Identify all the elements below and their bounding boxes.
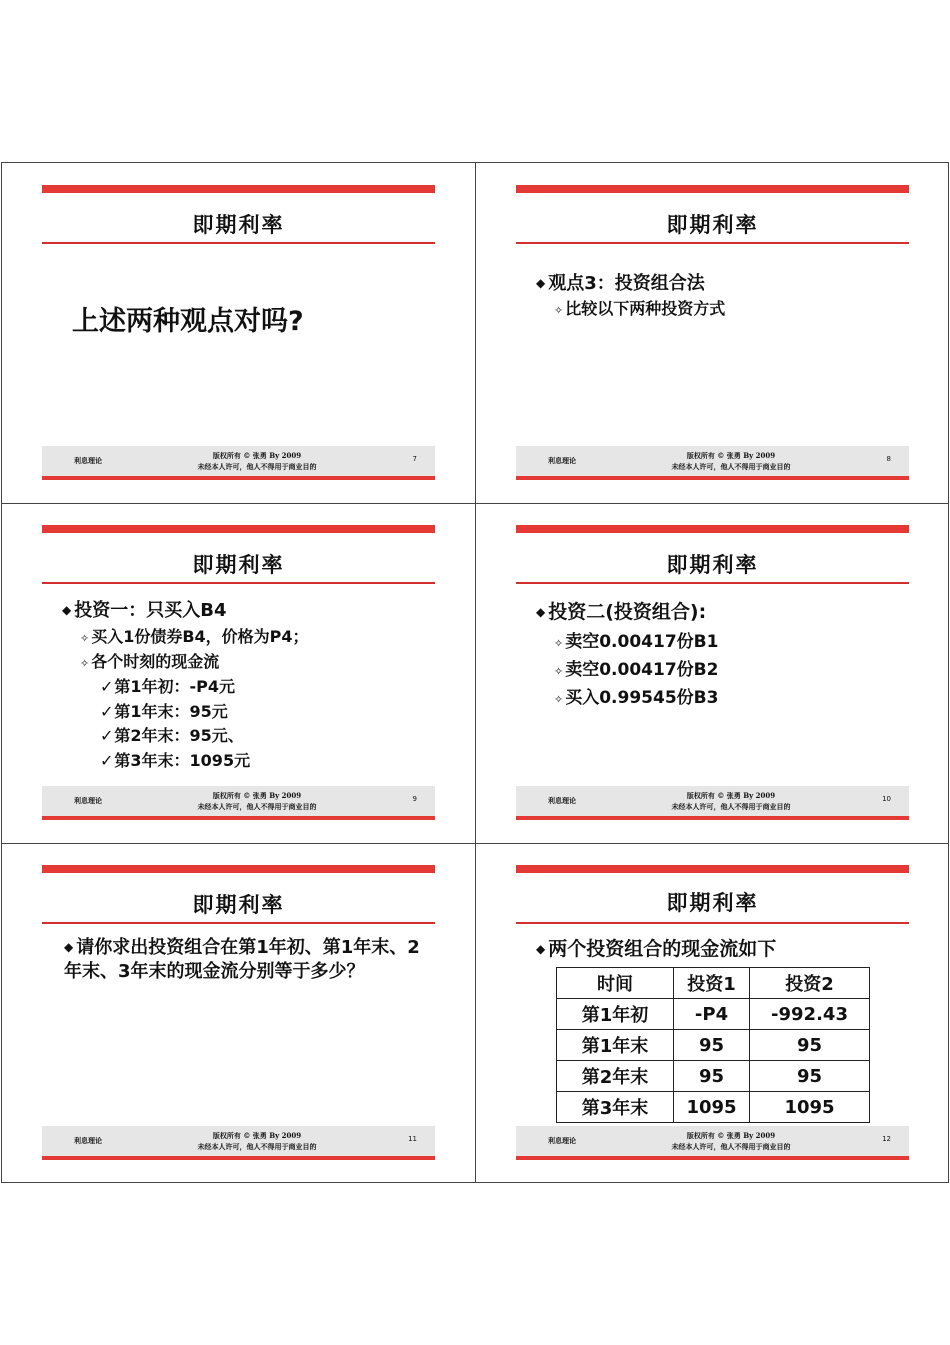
diamond-bullet-icon: ◆ [536, 276, 546, 290]
title-rule [42, 242, 435, 244]
table-cell: 95 [750, 1030, 870, 1061]
sub-bullet-text: 买入0.99545份B3 [565, 688, 719, 708]
slide-title: 即期利率 [192, 552, 285, 577]
bullet-text: 两个投资组合的现金流如下 [548, 938, 777, 960]
check-icon: ✓ [100, 702, 114, 721]
table-cell: 1095 [674, 1092, 750, 1123]
table-row [557, 1061, 870, 1092]
license-line: 未经本人许可，他人不得用于商业目的 [671, 1142, 791, 1151]
table-cell: -992.43 [750, 999, 870, 1030]
slide-title: 即期利率 [192, 212, 285, 237]
table-cell: 第1年初 [557, 999, 674, 1030]
sub-bullet-icon: ✧ [80, 632, 90, 645]
sub-bullet-text: 各个时刻的现金流 [91, 652, 220, 671]
table-row [557, 1092, 870, 1123]
slide-top-bar [42, 865, 435, 873]
footer-course: 利息理论 [548, 796, 576, 805]
slide-9 [2, 503, 475, 843]
slide-8 [476, 163, 949, 503]
footer-copyright [172, 450, 342, 472]
page-number: 9 [412, 795, 417, 803]
slide-footer [516, 786, 909, 816]
slide-title: 即期利率 [192, 892, 285, 917]
slide-question: 上述两种观点对吗? [72, 306, 304, 337]
table-cell: 1095 [750, 1092, 870, 1123]
sub-bullet-icon: ✧ [554, 693, 564, 706]
slide-title: 即期利率 [666, 890, 759, 915]
table-header-cell: 投资1 [674, 968, 750, 999]
page-number: 8 [886, 455, 891, 463]
diamond-bullet-icon: ◆ [536, 605, 546, 619]
bullet-text: 投资一：只买入B4 [74, 600, 227, 621]
footer-course: 利息理论 [74, 456, 102, 465]
sub-bullet-item [80, 624, 309, 647]
slide-bottom-bar [516, 1156, 909, 1160]
check-text: 第3年末：1095元 [114, 751, 251, 770]
sub-bullet-icon: ✧ [554, 304, 564, 317]
question-paragraph [64, 935, 424, 984]
sub-bullet-text: 卖空0.00417份B1 [565, 632, 719, 652]
table-cell: 95 [750, 1061, 870, 1092]
page-number: 12 [882, 1135, 891, 1143]
bullet-text: 观点3：投资组合法 [548, 273, 705, 294]
paragraph-text: 请你求出投资组合在第1年初、第1年末、2年末、3年末的现金流分别等于多少？ [64, 937, 420, 982]
check-item [100, 748, 250, 771]
table-header-cell: 时间 [557, 968, 674, 999]
table-header-cell: 投资2 [750, 968, 870, 999]
table-cell: 第3年末 [557, 1092, 674, 1123]
table-cell: 95 [674, 1061, 750, 1092]
check-icon: ✓ [100, 677, 114, 696]
bullet-item [536, 269, 705, 295]
check-text: 第1年末：95元 [114, 702, 228, 721]
page-number: 7 [412, 455, 417, 463]
handout-sheet [1, 162, 949, 1183]
copyright-line: 版权所有 © 张勇 By 2009 [686, 451, 776, 460]
diamond-bullet-icon: ◆ [536, 942, 546, 956]
sub-bullet-item [554, 627, 718, 652]
license-line: 未经本人许可，他人不得用于商业目的 [197, 462, 317, 471]
bullet-item [536, 597, 706, 624]
slide-top-bar [516, 185, 909, 193]
slide-12 [476, 843, 949, 1183]
license-line: 未经本人许可，他人不得用于商业目的 [197, 802, 317, 811]
slide-7 [2, 163, 475, 503]
sub-bullet-icon: ✧ [80, 657, 90, 670]
sub-bullet-text: 卖空0.00417份B2 [565, 660, 719, 680]
footer-copyright [646, 450, 816, 472]
footer-copyright [646, 790, 816, 812]
sub-bullet-item [554, 296, 725, 319]
slide-11 [2, 843, 475, 1183]
slide-bottom-bar [516, 816, 909, 820]
slide-top-bar [516, 865, 909, 873]
footer-course: 利息理论 [74, 796, 102, 805]
license-line: 未经本人许可，他人不得用于商业目的 [671, 462, 791, 471]
footer-course: 利息理论 [548, 1136, 576, 1145]
bullet-item [536, 934, 776, 961]
slide-title: 即期利率 [666, 212, 759, 237]
check-item [100, 699, 228, 722]
diamond-bullet-icon: ◆ [64, 940, 74, 954]
slide-bottom-bar [42, 476, 435, 480]
title-rule [516, 242, 909, 244]
slide-footer [42, 446, 435, 476]
copyright-line: 版权所有 © 张勇 By 2009 [686, 1131, 776, 1140]
table-cell: 第1年末 [557, 1030, 674, 1061]
slide-top-bar [42, 185, 435, 193]
check-icon: ✓ [100, 726, 114, 745]
title-rule [42, 582, 435, 584]
slide-top-bar [42, 525, 435, 533]
copyright-line: 版权所有 © 张勇 By 2009 [212, 791, 302, 800]
sub-bullet-item [80, 649, 219, 672]
footer-course: 利息理论 [548, 456, 576, 465]
slide-top-bar [516, 525, 909, 533]
slide-footer [42, 1126, 435, 1156]
sub-bullet-text: 买入1份债券B4，价格为P4； [91, 627, 309, 646]
slide-bottom-bar [42, 1156, 435, 1160]
sub-bullet-text: 比较以下两种投资方式 [565, 299, 726, 318]
footer-copyright [646, 1130, 816, 1152]
title-rule [516, 582, 909, 584]
footer-copyright [172, 790, 342, 812]
check-item [100, 674, 235, 697]
table-cell: 第2年末 [557, 1061, 674, 1092]
sub-bullet-icon: ✧ [554, 665, 564, 678]
check-text: 第2年末：95元、 [114, 726, 244, 745]
slide-10 [476, 503, 949, 843]
footer-course: 利息理论 [74, 1136, 102, 1145]
diamond-bullet-icon: ◆ [62, 603, 72, 617]
page-number: 11 [408, 1135, 417, 1143]
license-line: 未经本人许可，他人不得用于商业目的 [197, 1142, 317, 1151]
bullet-item [62, 596, 226, 622]
slide-footer [516, 446, 909, 476]
copyright-line: 版权所有 © 张勇 By 2009 [212, 1131, 302, 1140]
sub-bullet-item [554, 655, 718, 680]
sub-bullet-item [554, 683, 718, 708]
check-icon: ✓ [100, 751, 114, 770]
slide-bottom-bar [516, 476, 909, 480]
slide-bottom-bar [42, 816, 435, 820]
copyright-line: 版权所有 © 张勇 By 2009 [686, 791, 776, 800]
check-text: 第1年初：-P4元 [114, 677, 236, 696]
page-number: 10 [882, 795, 891, 803]
slide-title: 即期利率 [666, 552, 759, 577]
copyright-line: 版权所有 © 张勇 By 2009 [212, 451, 302, 460]
table-cell: 95 [674, 1030, 750, 1061]
check-item [100, 723, 244, 746]
slide-footer [42, 786, 435, 816]
slide-footer [516, 1126, 909, 1156]
license-line: 未经本人许可，他人不得用于商业目的 [671, 802, 791, 811]
table-header-row [557, 968, 870, 999]
title-rule [516, 922, 909, 924]
sub-bullet-icon: ✧ [554, 637, 564, 650]
table-row [557, 999, 870, 1030]
table-row [557, 1030, 870, 1061]
table-cell: -P4 [674, 999, 750, 1030]
cashflow-table [556, 967, 870, 1123]
title-rule [42, 922, 435, 924]
bullet-text: 投资二(投资组合): [548, 601, 707, 623]
footer-copyright [172, 1130, 342, 1152]
